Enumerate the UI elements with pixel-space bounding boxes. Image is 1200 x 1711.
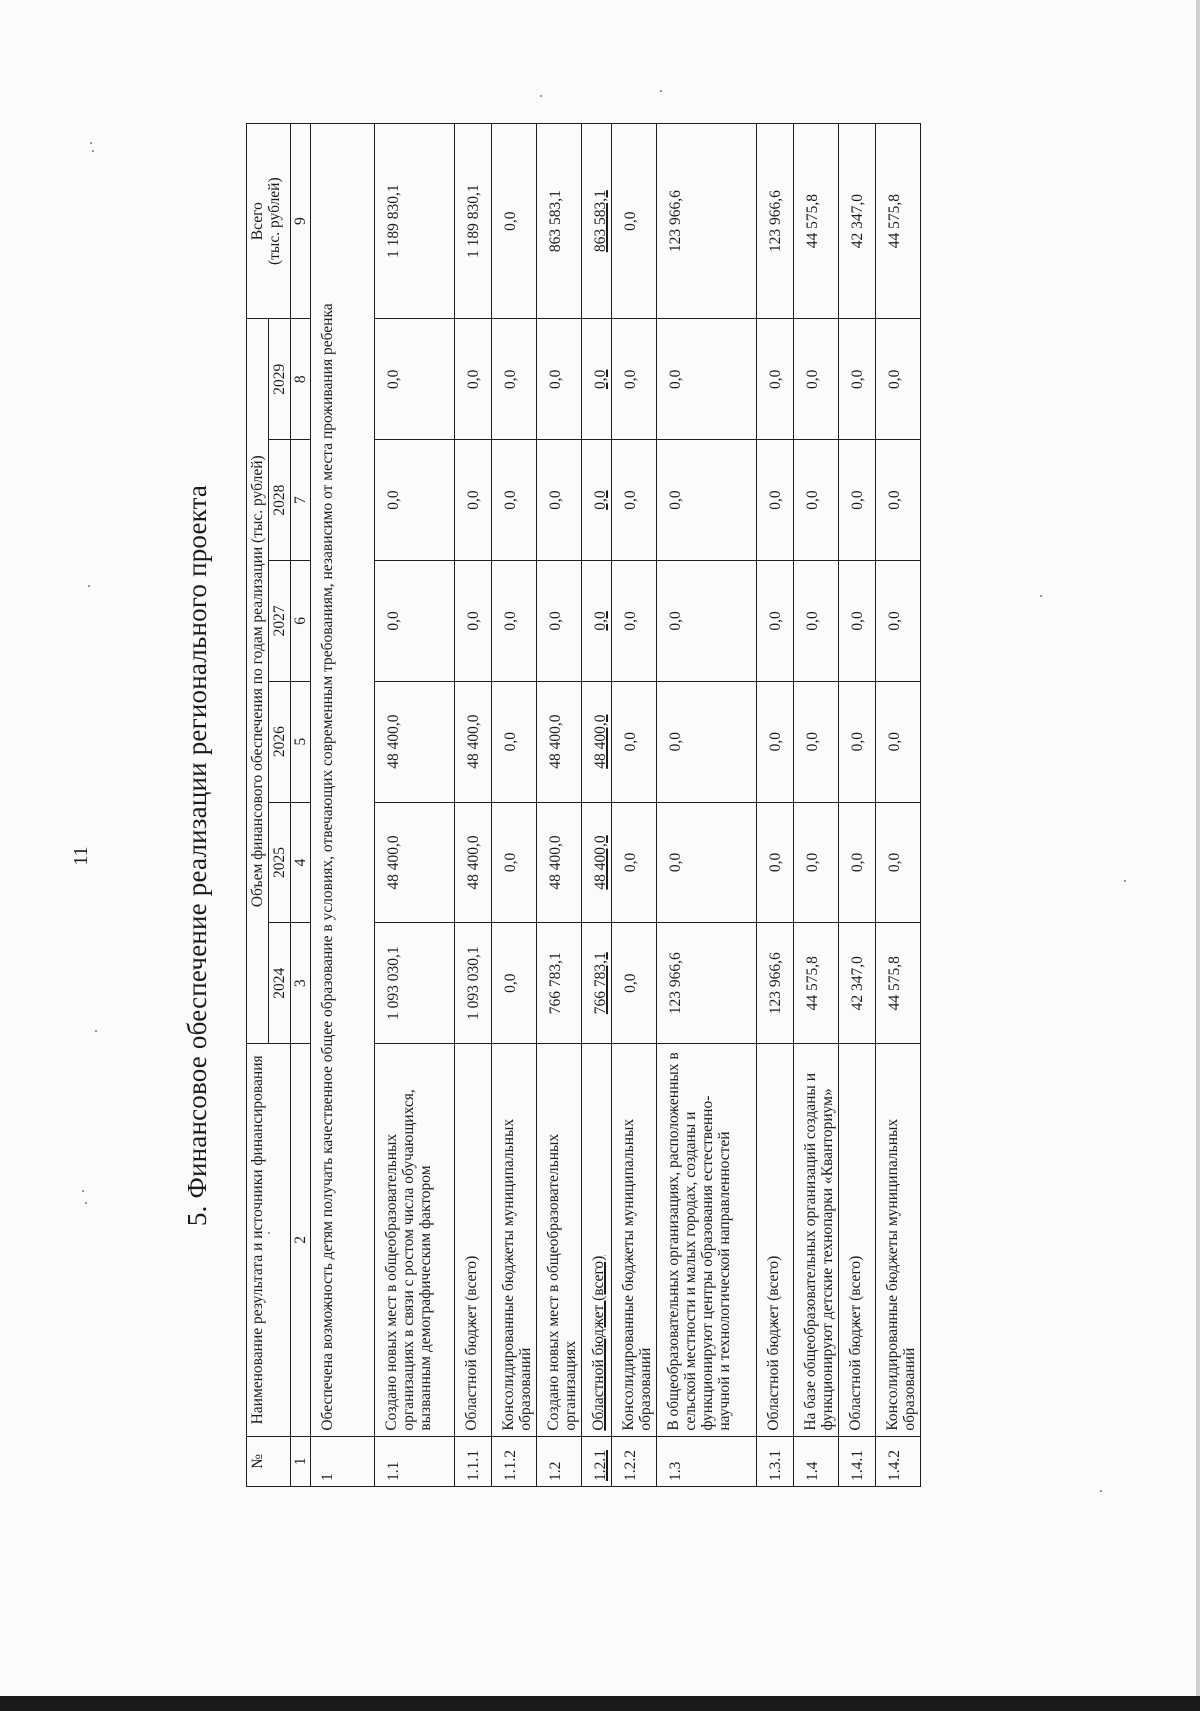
table-row xyxy=(876,124,921,1487)
header-volume-group: Объем финансового обеспечения по годам реализации (тыс. рублей) xyxy=(247,319,269,1044)
row-value-2025: 0,0 xyxy=(876,802,921,923)
financing-table xyxy=(246,123,921,1487)
header-total-line1: Всего xyxy=(249,202,266,241)
row-name: Областной бюджет (всего) xyxy=(839,1044,876,1437)
column-number: 3 xyxy=(291,923,311,1044)
row-value-2029: 0,0 xyxy=(537,319,582,440)
row-number: 1.2.2 xyxy=(612,1436,657,1486)
row-value-2027: 0,0 xyxy=(537,560,582,681)
row-value-2027: 0,0 xyxy=(876,560,921,681)
row-number: 1.2.1 xyxy=(582,1436,612,1486)
row-name: Создано новых мест в общеобразовательных организациях xyxy=(537,1044,582,1437)
column-number: 1 xyxy=(291,1436,311,1486)
column-number-row xyxy=(291,124,311,1487)
row-value-2029: 0,0 xyxy=(794,319,839,440)
row-value-2028: 0,0 xyxy=(757,440,794,561)
row-value-2027: 0,0 xyxy=(839,560,876,681)
row-number: 1.4.2 xyxy=(876,1436,921,1486)
table-row xyxy=(612,124,657,1487)
row-value-2026: 48 400,0 xyxy=(537,681,582,802)
row-value-2024: 44 575,8 xyxy=(876,923,921,1044)
row-value-2024: 1 093 030,1 xyxy=(455,923,492,1044)
row-value-2026: 0,0 xyxy=(492,681,537,802)
task-row xyxy=(311,124,375,1487)
row-value-2027: 0,0 xyxy=(794,560,839,681)
header-no: № xyxy=(247,1436,291,1486)
task-no: 1 xyxy=(311,1436,375,1486)
row-value-2025: 48 400,0 xyxy=(375,802,455,923)
row-number: 1.2 xyxy=(537,1436,582,1486)
row-number: 1.3 xyxy=(657,1436,757,1486)
column-number: 7 xyxy=(291,440,311,561)
row-value-2028: 0,0 xyxy=(657,440,757,561)
row-value-2025: 48 400,0 xyxy=(455,802,492,923)
row-value-2027: 0,0 xyxy=(612,560,657,681)
column-number: 4 xyxy=(291,802,311,923)
header-name: Наименование результата и источники финансирования xyxy=(247,1044,291,1437)
row-value-2025: 48 400,0 xyxy=(582,802,612,923)
row-number: 1.4.1 xyxy=(839,1436,876,1486)
header-year: 2025 xyxy=(269,802,291,923)
row-value-2024: 42 347,0 xyxy=(839,923,876,1044)
row-value-2026: 48 400,0 xyxy=(375,681,455,802)
table-row xyxy=(657,124,757,1487)
column-number: 6 xyxy=(291,560,311,681)
row-value-2024: 1 093 030,1 xyxy=(375,923,455,1044)
row-value-2028: 0,0 xyxy=(839,440,876,561)
row-value-2024: 44 575,8 xyxy=(794,923,839,1044)
row-name: Областной бюджет (всего) xyxy=(455,1044,492,1437)
row-value-2027: 0,0 xyxy=(582,560,612,681)
row-number: 1.1.2 xyxy=(492,1436,537,1486)
row-name: Областной бюджет (всего) xyxy=(757,1044,794,1437)
row-value-2024: 766 783,1 xyxy=(582,923,612,1044)
header-year: 2026 xyxy=(269,681,291,802)
row-value-2024: 123 966,6 xyxy=(757,923,794,1044)
row-value-2029: 0,0 xyxy=(657,319,757,440)
row-value-2029: 0,0 xyxy=(492,319,537,440)
row-value-2028: 0,0 xyxy=(537,440,582,561)
row-total: 0,0 xyxy=(612,124,657,319)
row-value-2029: 0,0 xyxy=(612,319,657,440)
row-name: Консолидированные бюджеты муниципальных образований xyxy=(876,1044,921,1437)
table-row xyxy=(794,124,839,1487)
column-number: 2 xyxy=(291,1044,311,1437)
row-name: Консолидированные бюджеты муниципальных образований xyxy=(612,1044,657,1437)
row-number: 1.3.1 xyxy=(757,1436,794,1486)
row-value-2028: 0,0 xyxy=(582,440,612,561)
row-name: Консолидированные бюджеты муниципальных образований xyxy=(492,1044,537,1437)
table-row xyxy=(455,124,492,1487)
section-title: 5. Финансовое обеспечение реализации регионального проекта xyxy=(182,484,212,1227)
column-number: 5 xyxy=(291,681,311,802)
header-year: 2028 xyxy=(269,440,291,561)
row-value-2026: 0,0 xyxy=(657,681,757,802)
row-total: 863 583,1 xyxy=(582,124,612,319)
row-total: 42 347,0 xyxy=(839,124,876,319)
row-value-2029: 0,0 xyxy=(375,319,455,440)
row-number: 1.4 xyxy=(794,1436,839,1486)
row-value-2024: 123 966,6 xyxy=(657,923,757,1044)
row-value-2029: 0,0 xyxy=(455,319,492,440)
row-total: 0,0 xyxy=(492,124,537,319)
row-total: 44 575,8 xyxy=(794,124,839,319)
column-number: 8 xyxy=(291,319,311,440)
row-number: 1.1 xyxy=(375,1436,455,1486)
row-value-2028: 0,0 xyxy=(455,440,492,561)
row-value-2028: 0,0 xyxy=(876,440,921,561)
row-value-2026: 0,0 xyxy=(612,681,657,802)
row-value-2029: 0,0 xyxy=(757,319,794,440)
row-value-2028: 0,0 xyxy=(612,440,657,561)
row-value-2024: 0,0 xyxy=(492,923,537,1044)
row-name: Областной бюджет (всего) xyxy=(582,1044,612,1437)
row-name: На базе общеобразовательных организаций созданы и функционируют детские технопарки «Кванториум» xyxy=(794,1044,839,1437)
row-value-2025: 0,0 xyxy=(794,802,839,923)
row-value-2025: 0,0 xyxy=(657,802,757,923)
table-row xyxy=(492,124,537,1487)
table-row xyxy=(582,124,612,1487)
table-row xyxy=(537,124,582,1487)
row-value-2027: 0,0 xyxy=(492,560,537,681)
header-year: 2029 xyxy=(269,319,291,440)
header-year: 2024 xyxy=(269,923,291,1044)
row-value-2025: 48 400,0 xyxy=(537,802,582,923)
row-value-2025: 0,0 xyxy=(757,802,794,923)
row-value-2027: 0,0 xyxy=(657,560,757,681)
table-row xyxy=(757,124,794,1487)
table-header-row xyxy=(247,124,269,1487)
row-value-2026: 48 400,0 xyxy=(455,681,492,802)
row-value-2027: 0,0 xyxy=(375,560,455,681)
row-value-2029: 0,0 xyxy=(876,319,921,440)
row-name: Создано новых мест в общеобразовательных организациях в связи с ростом числа обучающихся, вызванным демографическим фактором xyxy=(375,1044,455,1437)
row-value-2026: 0,0 xyxy=(794,681,839,802)
task-text: Обеспечена возможность детям получать качественное общее образование в условиях, отвечающих современным требованиям, независимо от места проживания ребенка xyxy=(311,124,375,1437)
row-value-2027: 0,0 xyxy=(757,560,794,681)
row-value-2029: 0,0 xyxy=(839,319,876,440)
row-value-2025: 0,0 xyxy=(612,802,657,923)
column-number: 9 xyxy=(291,124,311,319)
row-total: 123 966,6 xyxy=(757,124,794,319)
header-total-line2: (тыс. рублей) xyxy=(266,177,283,265)
row-total: 1 189 830,1 xyxy=(375,124,455,319)
row-total: 1 189 830,1 xyxy=(455,124,492,319)
row-value-2025: 0,0 xyxy=(839,802,876,923)
page-number: 11 xyxy=(70,846,92,866)
row-value-2028: 0,0 xyxy=(375,440,455,561)
row-value-2026: 0,0 xyxy=(876,681,921,802)
row-value-2028: 0,0 xyxy=(492,440,537,561)
row-value-2024: 766 783,1 xyxy=(537,923,582,1044)
table-row xyxy=(375,124,455,1487)
row-value-2025: 0,0 xyxy=(492,802,537,923)
row-value-2029: 0,0 xyxy=(582,319,612,440)
row-total: 863 583,1 xyxy=(537,124,582,319)
row-total: 44 575,8 xyxy=(876,124,921,319)
row-value-2027: 0,0 xyxy=(455,560,492,681)
row-number: 1.1.1 xyxy=(455,1436,492,1486)
row-value-2024: 0,0 xyxy=(612,923,657,1044)
row-value-2026: 0,0 xyxy=(757,681,794,802)
row-value-2026: 48 400,0 xyxy=(582,681,612,802)
header-year: 2027 xyxy=(269,560,291,681)
table-row xyxy=(839,124,876,1487)
header-total xyxy=(247,124,291,319)
row-value-2026: 0,0 xyxy=(839,681,876,802)
row-total: 123 966,6 xyxy=(657,124,757,319)
row-value-2028: 0,0 xyxy=(794,440,839,561)
row-name: В общеобразовательных организациях, расположенных в сельской местности и малых городах, созданы и функционируют центры образования естественно-научной и технологической направленностей xyxy=(657,1044,757,1437)
